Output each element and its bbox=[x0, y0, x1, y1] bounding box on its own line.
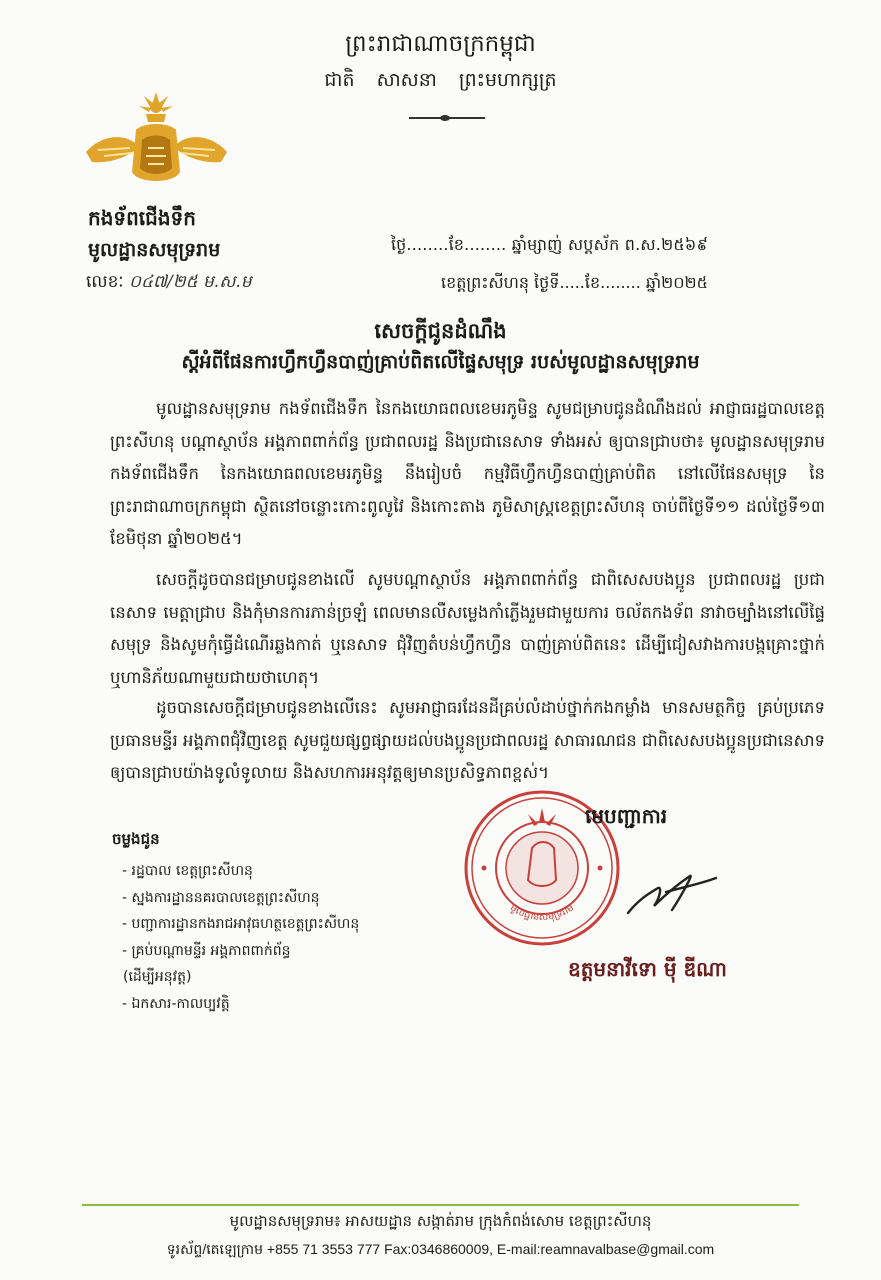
signer-name: ឧត្តមនាវីទោ ម៉ី ឌីណា bbox=[568, 957, 727, 981]
document-subject: ស្តីអំពីផែនការហ្វឹកហ្វឺនបាញ់គ្រាប់ពិតលើផ្ទៃសមុទ្រ របស់មូលដ្ឋានសមុទ្ររាម bbox=[181, 351, 700, 373]
signer-title: មេបញ្ជាការ bbox=[585, 804, 668, 828]
body-paragraph-text: សេចក្តីដូចបានជម្រាបជូនខាងលើ សូមបណ្តាស្ថាប័ន អង្គភាពពាក់ព័ន្ធ ជាពិសេសបងប្អូន ប្រជាពលរដ្ឋ ប្រជានេសាទ មេត្តាជ្រាប និងកុំមានការភាន់ច្រឡំ ពេលមានលឺសម្លេងកាំភ្លើងរួមជាមួយការ ចល័តកងទ័ព នាវាចម្បាំងនៅលើផ្ទៃសមុទ្រ និងសូមកុំធ្វើដំណើរឆ្លងកាត់ ឬនេសាទ ជុំវិញតំបន់ហ្វឹកហ្វឺន បាញ់គ្រាប់ពិតនេះ ដើម្បីជៀសវាងការបង្កគ្រោះថ្នាក់ ឬហានិភ័យណាមួយជាយថាហេតុ។ bbox=[110, 570, 825, 687]
reference-number-line bbox=[86, 271, 252, 296]
body-paragraph-text: ដូចបានសេចក្តីជម្រាបជូនខាងលើនេះ សូមអាជ្ញាធរដែនដីគ្រប់លំដាប់ថ្នាក់កងកម្លាំង មានសមត្ថកិច្ច គ្រប់ប្រភេទ ប្រធានមន្ទីរ អង្គភាពជុំវិញខេត្ត សូមជួយផ្សព្វផ្សាយដល់បងប្អូនប្រជាពលរដ្ឋ សាធារណជន ជាពិសេសបងប្អូនប្រជានេសាទ ឲ្យបានជ្រាបយ៉ាងទូលំទូលាយ និងសហការអនុវត្តឲ្យមានប្រសិទ្ធភាពខ្ពស់។ bbox=[110, 698, 825, 782]
reference-number: ០៤៧/២៥ ម.ស.ម bbox=[128, 272, 252, 292]
lunar-date: ថ្ងៃ........ខែ........ ឆ្នាំម្សាញ់ សប្តស័ក ព.ស.២៥៦៩ bbox=[391, 235, 708, 254]
header-divider bbox=[409, 117, 485, 119]
recipient-item: - បញ្ជាការដ្ឋានកងរាជអាវុធហត្ថខេត្តព្រះសីហនុ bbox=[122, 916, 360, 932]
body-paragraph bbox=[110, 393, 825, 556]
kingdom-heading: ព្រះរាជាណាចក្រកម្ពុជា bbox=[345, 31, 536, 57]
body-paragraph-text: មូលដ្ឋានសមុទ្ររាម កងទ័ពជើងទឹក នៃកងយោធពលខេមរភូមិន្ទ សូមជម្រាបជូនដំណឹងដល់ អាជ្ញាធរដ្ឋបាលខេត្តព្រះសីហនុ បណ្តាស្ថាប័ន អង្គភាពពាក់ព័ន្ធ ប្រជាពលរដ្ឋ និងប្រជានេសាទ ទាំងអស់ ឲ្យបានជ្រាបថា៖ មូលដ្ឋានសមុទ្ររាម កងទ័ពជើងទឹក នៃកងយោធពលខេមរភូមិន្ទ នឹងរៀបចំ កម្មវិធីហ្វឹកហ្វឺនបាញ់គ្រាប់ពិត នៅលើផែនសមុទ្រ នៃព្រះរាជាណាចក្រកម្ពុជា ស្ថិតនៅចន្លោះកោះពូលូវៃ និងកោះតាង ភូមិសាស្រ្តខេត្តព្រះសីហនុ ចាប់ពីថ្ងៃទី១១ ដល់ថ្ងៃទី១៣ ខែមិថុនា ឆ្នាំ២០២៥។ bbox=[110, 399, 825, 548]
national-motto: ជាតិ សាសនា ព្រះមហាក្សត្រ bbox=[324, 69, 557, 91]
footer-divider bbox=[82, 1204, 799, 1206]
recipient-item: - គ្រប់បណ្តាមន្ទីរ អង្គភាពពាក់ព័ន្ធ bbox=[122, 942, 291, 959]
recipient-item: - ឯកសារ-កាលប្បវត្តិ bbox=[122, 995, 230, 1012]
base-name: មូលដ្ឋានសមុទ្ររាម bbox=[88, 239, 221, 261]
footer-contact: ទូរស័ព្ទ/តេឡេក្រាម +855 71 3553 777 Fax:0346860009, E-mail:reamnavalbase@gmail.com bbox=[166, 1241, 715, 1257]
svg-text:មូលដ្ឋានសមុទ្ររាម bbox=[507, 902, 576, 923]
solar-date: ខេត្តព្រះសីហនុ ថ្ងៃទី.....ខែ........ ឆ្នាំ២០២៥ bbox=[441, 273, 708, 292]
recipients-heading: ចម្លងជូន bbox=[112, 830, 160, 848]
body-paragraph bbox=[110, 692, 825, 790]
reference-label: លេខៈ bbox=[86, 272, 124, 292]
navy-emblem-icon bbox=[84, 92, 229, 197]
copy-recipients bbox=[112, 830, 359, 1017]
seal-text: មូលដ្ឋានសមុទ្ររាម bbox=[507, 902, 577, 924]
document-title: សេចក្តីជូនដំណឹង bbox=[374, 319, 507, 343]
recipient-item: - រដ្ឋបាល ខេត្តព្រះសីហនុ bbox=[122, 863, 253, 879]
unit-name: កងទ័ពជើងទឹក bbox=[88, 206, 196, 230]
recipient-note: (ដើម្បីអនុវត្ត) bbox=[123, 969, 192, 985]
recipient-item: - ស្នងការដ្ឋាននគរបាលខេត្តព្រះសីហនុ bbox=[122, 889, 320, 906]
footer-address: មូលដ្ឋានសមុទ្ររាម៖ អាសយដ្ឋាន សង្កាត់រាម ក្រុងកំពង់សោម ខេត្តព្រះសីហនុ bbox=[229, 1212, 652, 1230]
handwritten-signature bbox=[620, 858, 720, 928]
body-paragraph bbox=[110, 564, 825, 694]
